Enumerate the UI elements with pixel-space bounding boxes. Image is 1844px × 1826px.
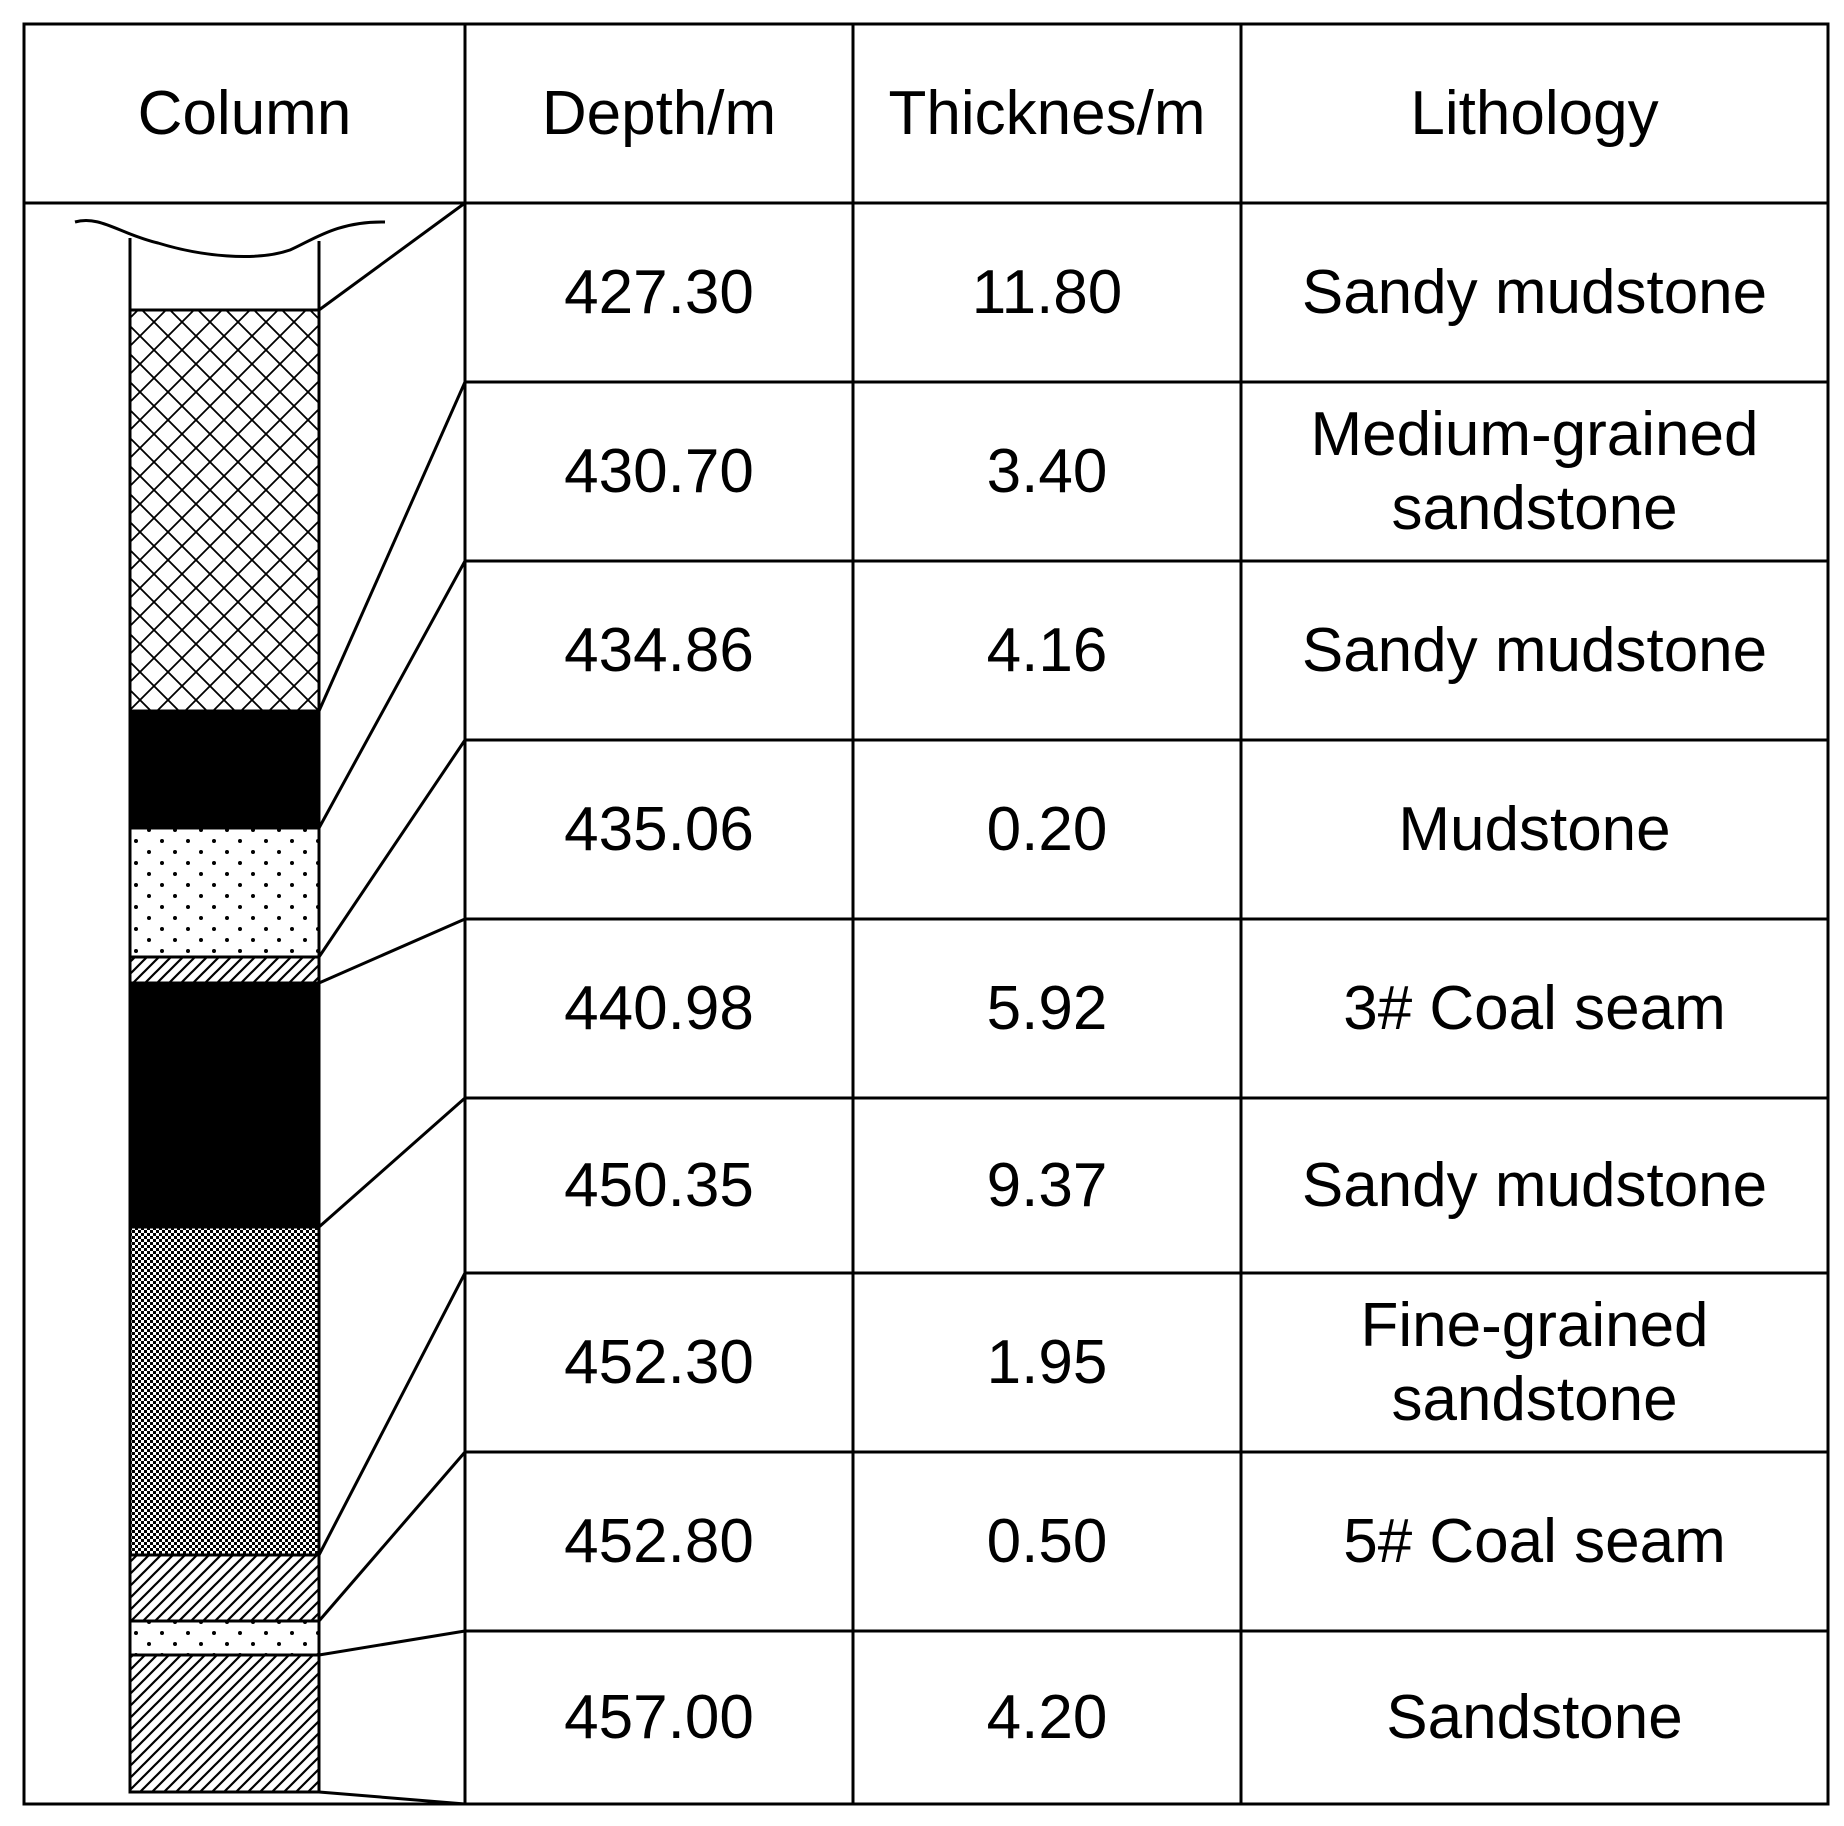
depth-cell: 450.35 xyxy=(564,1150,754,1220)
thickness-cell: 5.92 xyxy=(986,973,1108,1043)
lithology-cell: Sandy mudstone xyxy=(1301,257,1768,327)
thickness-cell: 1.95 xyxy=(986,1327,1108,1397)
lithology-cell: Sandstone xyxy=(1386,1682,1683,1752)
thickness-cell: 4.20 xyxy=(986,1682,1108,1752)
depth-cell: 452.30 xyxy=(564,1327,754,1397)
thickness-cell: 11.80 xyxy=(971,257,1123,327)
depth-cell: 434.86 xyxy=(564,615,754,685)
header-thickness: Thicknes/m xyxy=(888,78,1206,148)
thickness-cell: 4.16 xyxy=(986,615,1108,685)
header-lithology: Lithology xyxy=(1410,78,1659,148)
thickness-cell: 3.40 xyxy=(986,436,1108,506)
lithology-cell: Sandy mudstone xyxy=(1301,615,1768,685)
header-depth: Depth/m xyxy=(541,78,777,148)
depth-cell: 457.00 xyxy=(564,1682,754,1752)
lithology-cell: 5# Coal seam xyxy=(1343,1506,1726,1576)
header-column: Column xyxy=(137,78,352,148)
depth-cell: 440.98 xyxy=(564,973,754,1043)
thickness-cell: 0.50 xyxy=(986,1506,1108,1576)
lithology-cell: Mudstone xyxy=(1398,794,1671,864)
depth-cell: 430.70 xyxy=(564,436,754,506)
depth-cell: 435.06 xyxy=(564,794,754,864)
thickness-cell: 0.20 xyxy=(986,794,1108,864)
lithology-cell: Medium-grained sandstone xyxy=(1310,400,1759,543)
thickness-cell: 9.37 xyxy=(986,1150,1108,1220)
lithology-cell: Sandy mudstone xyxy=(1301,1150,1768,1220)
lithology-cell: 3# Coal seam xyxy=(1343,973,1726,1043)
lithology-cell: Fine-grained sandstone xyxy=(1360,1291,1709,1434)
depth-cell: 427.30 xyxy=(564,257,754,327)
depth-cell: 452.80 xyxy=(564,1506,754,1576)
